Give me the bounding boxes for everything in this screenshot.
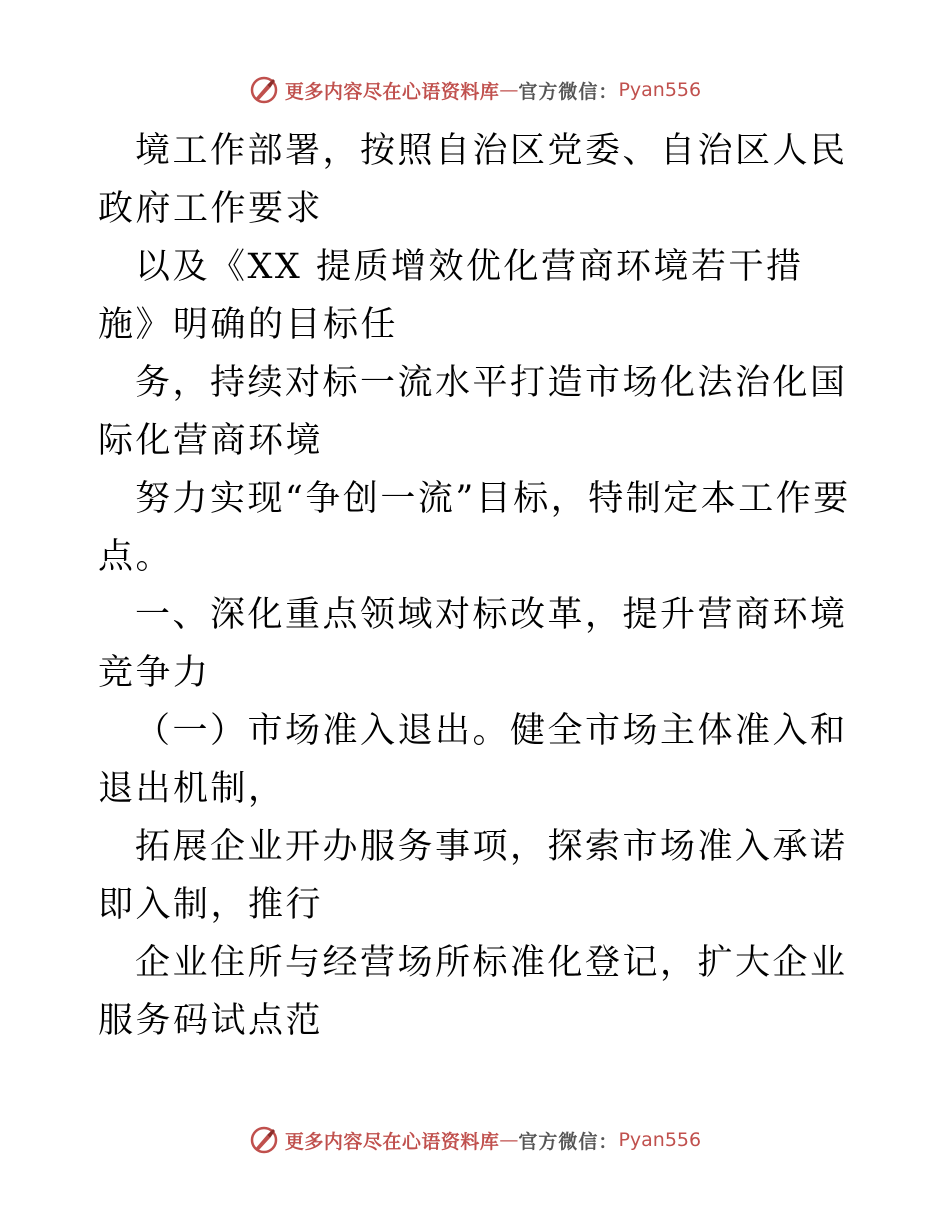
paragraph-2: 以及《XX 提质增效优化营商环境若干措施》明确的目标任 (98, 247, 804, 345)
pen-nib-logo-icon (249, 75, 279, 105)
paragraph-5: （一）市场准入退出。健全市场主体准入和退出机制， (98, 711, 848, 809)
banner-wechat-label: 官方微信： (518, 1130, 619, 1153)
section-heading-1: 一、深化重点领域对标改革，提升营商环境竞争力 (98, 595, 848, 693)
banner-dash: — (499, 79, 519, 101)
banner-wechat-id: Pyan556 (618, 1129, 702, 1151)
paragraph-6: 拓展企业开办服务事项，探索市场准入承诺即入制，推行 (98, 827, 848, 925)
pen-nib-logo-icon (249, 1125, 279, 1155)
banner-wechat-label: 官方微信： (518, 80, 619, 103)
paragraph-1: 境工作部署，按照自治区党委、自治区人民政府工作要求 (98, 131, 848, 229)
paragraph-7: 企业住所与经营场所标准化登记，扩大企业服务码试点范 (98, 943, 848, 1041)
paragraph-3: 务，持续对标一流水平打造市场化法治化国际化营商环境 (98, 363, 848, 461)
document-body (98, 122, 858, 1050)
header-banner (0, 70, 950, 110)
banner-dash: — (499, 1129, 519, 1151)
paragraph-4: 努力实现“争创一流”目标，特制定本工作要点。 (98, 479, 851, 577)
banner-brand-text: 更多内容尽在心语资料库 (284, 1130, 500, 1153)
banner-wechat-id: Pyan556 (618, 79, 702, 101)
footer-banner (0, 1120, 950, 1160)
banner-brand-text: 更多内容尽在心语资料库 (284, 80, 500, 103)
